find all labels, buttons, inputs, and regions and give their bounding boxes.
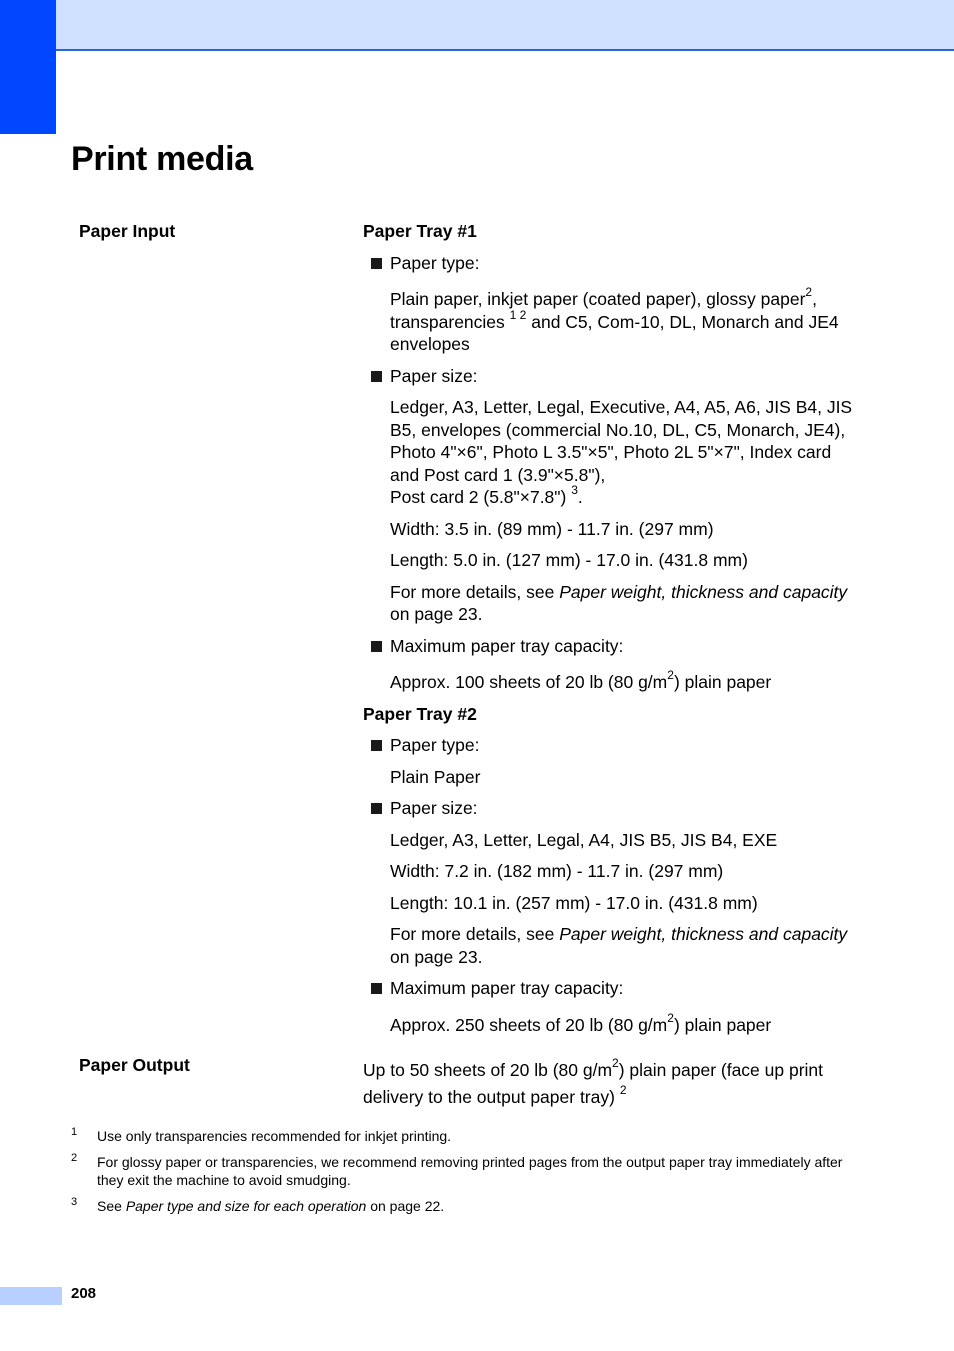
tray2-size-bullet: Paper size: [363,797,863,820]
footnotes [71,1127,871,1223]
footnote-2: 2 For glossy paper or transparencies, we recommend removing printed pages from the output paper tray immediately after they exit the machine to avoid smudging. [71,1152,843,1188]
tray2-heading: Paper Tray #2 [363,703,477,724]
tray1-capacity-bullet: Maximum paper tray capacity: [363,635,863,658]
bullet-square-icon [371,258,382,269]
tray1-width: Width: 3.5 in. (89 mm) - 11.7 in. (297 mm) [390,518,714,539]
tray2-details: For more details, see Paper weight, thickness and capacity on page 23. [390,924,848,967]
footnote-3: 3 See Paper type and size for each operation on page 22. [71,1196,445,1214]
tray1-length: Length: 5.0 in. (127 mm) - 17.0 in. (431.8 mm) [390,550,748,570]
page-title: Print media [71,140,253,178]
footer-band [0,1287,62,1305]
tray1-heading: Paper Tray #1 [363,221,477,241]
footnote-3-link[interactable]: Paper type and size for each operation [125,1198,367,1214]
tray2-type-bullet: Paper type: [363,734,863,757]
tray1-size-bullet: Paper size: [363,365,863,388]
tray2-length: Length: 10.1 in. (257 mm) - 17.0 in. (431.8 mm) [390,892,758,913]
page-number: 208 [71,1285,97,1302]
tray1-type-bullet: Paper type: [363,252,863,275]
bullet-square-icon [371,803,382,814]
footnote-1: 1 Use only transparencies recommended for inkjet printing. [71,1126,452,1144]
tray1-details-link[interactable]: Paper weight, thickness and capacity [559,581,848,602]
tray2-size-value: Ledger, A3, Letter, Legal, A4, JIS B5, JIS B4, EXE [390,829,778,850]
tray1-details: For more details, see Paper weight, thickness and capacity on page 23. [390,581,848,624]
bullet-square-icon [371,641,382,652]
bullet-square-icon [371,740,382,751]
tray2-type-value: Plain Paper [390,766,481,787]
chapter-tab [0,0,56,134]
tray1-type-text: Plain paper, inkjet paper (coated paper), glossy paper$^2$, transparencies $^{1 2}$ and C5, Com-10, DL, Monarch and JE4 envelopes [390,285,839,354]
bullet-square-icon [371,371,382,382]
tray2-capacity-bullet: Maximum paper tray capacity: [363,977,863,1000]
paper-input-content [363,220,863,1045]
tray2-width: Width: 7.2 in. (182 mm) - 11.7 in. (297 mm) [390,861,724,881]
bullet-square-icon [371,983,382,994]
paper-input-label: Paper Input [79,221,176,241]
tray2-capacity-text: Approx. 250 sheets of 20 lb (80 $g/m^2$) plain paper [390,1010,772,1035]
tray2-details-link[interactable]: Paper weight, thickness and capacity [559,924,848,944]
header-band [0,0,954,51]
paper-output-label: Paper Output [79,1055,190,1075]
paper-output-text: Up to 50 sheets of 20 lb (80 $g/m^2$) plain paper (face up print delivery to the output paper tray) $^2$ [363,1056,824,1107]
tray1-size-text: Ledger, A3, Letter, Legal, Executive, A4, A5, A6, JIS B4, JIS B5, envelopes (commercial No.10, DL, C5, Monarch, JE4), Photo 4"×6", Photo L 3.5"×5", Photo 2L 5"×7", Index card and Post card 1 (3.9"×5.8"), Post card 2 (5.8"×7.8") $^3$. [390,397,853,507]
tray1-capacity-text: Approx. 100 sheets of 20 lb (80 $g/m^2$) plain paper [390,668,772,692]
